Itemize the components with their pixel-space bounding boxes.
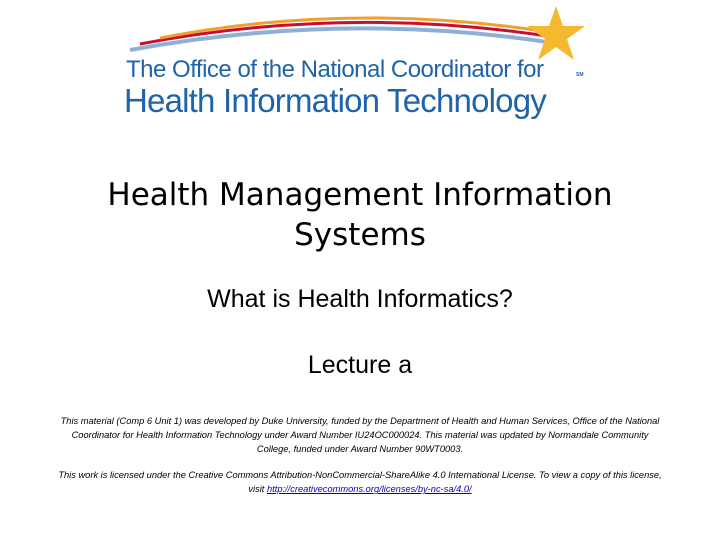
slide-title: Health Management Information Systems — [107, 177, 613, 253]
logo-line-1: The Office of the National Coordinator for — [126, 56, 544, 83]
funding-credit: This material (Comp 6 Unit 1) was developed by Duke University, funded by the Department of Health and Human Services, Office of the National Coordinator for Health Information Technology under Award Number IU24OC000024. This material was updated by Normandale Community College, funded under Award Number 90WT0003. — [60, 416, 660, 454]
logo-line-2: Health Information Technology — [124, 82, 546, 119]
onc-logo — [120, 4, 600, 120]
license-link[interactable]: http://creativecommons.org/licenses/by-nc-sa/4.0/ — [266, 484, 472, 494]
slide-subtitle: What is Health Informatics? — [207, 285, 513, 313]
license-text: This work is licensed under the Creative Commons Attribution-NonCommercial-ShareAlike 4.0 International License. To view a copy of this license, visit — [58, 470, 662, 494]
lecture-label: Lecture a — [307, 351, 413, 379]
license-notice — [58, 468, 662, 496]
service-mark: SM — [576, 72, 584, 78]
